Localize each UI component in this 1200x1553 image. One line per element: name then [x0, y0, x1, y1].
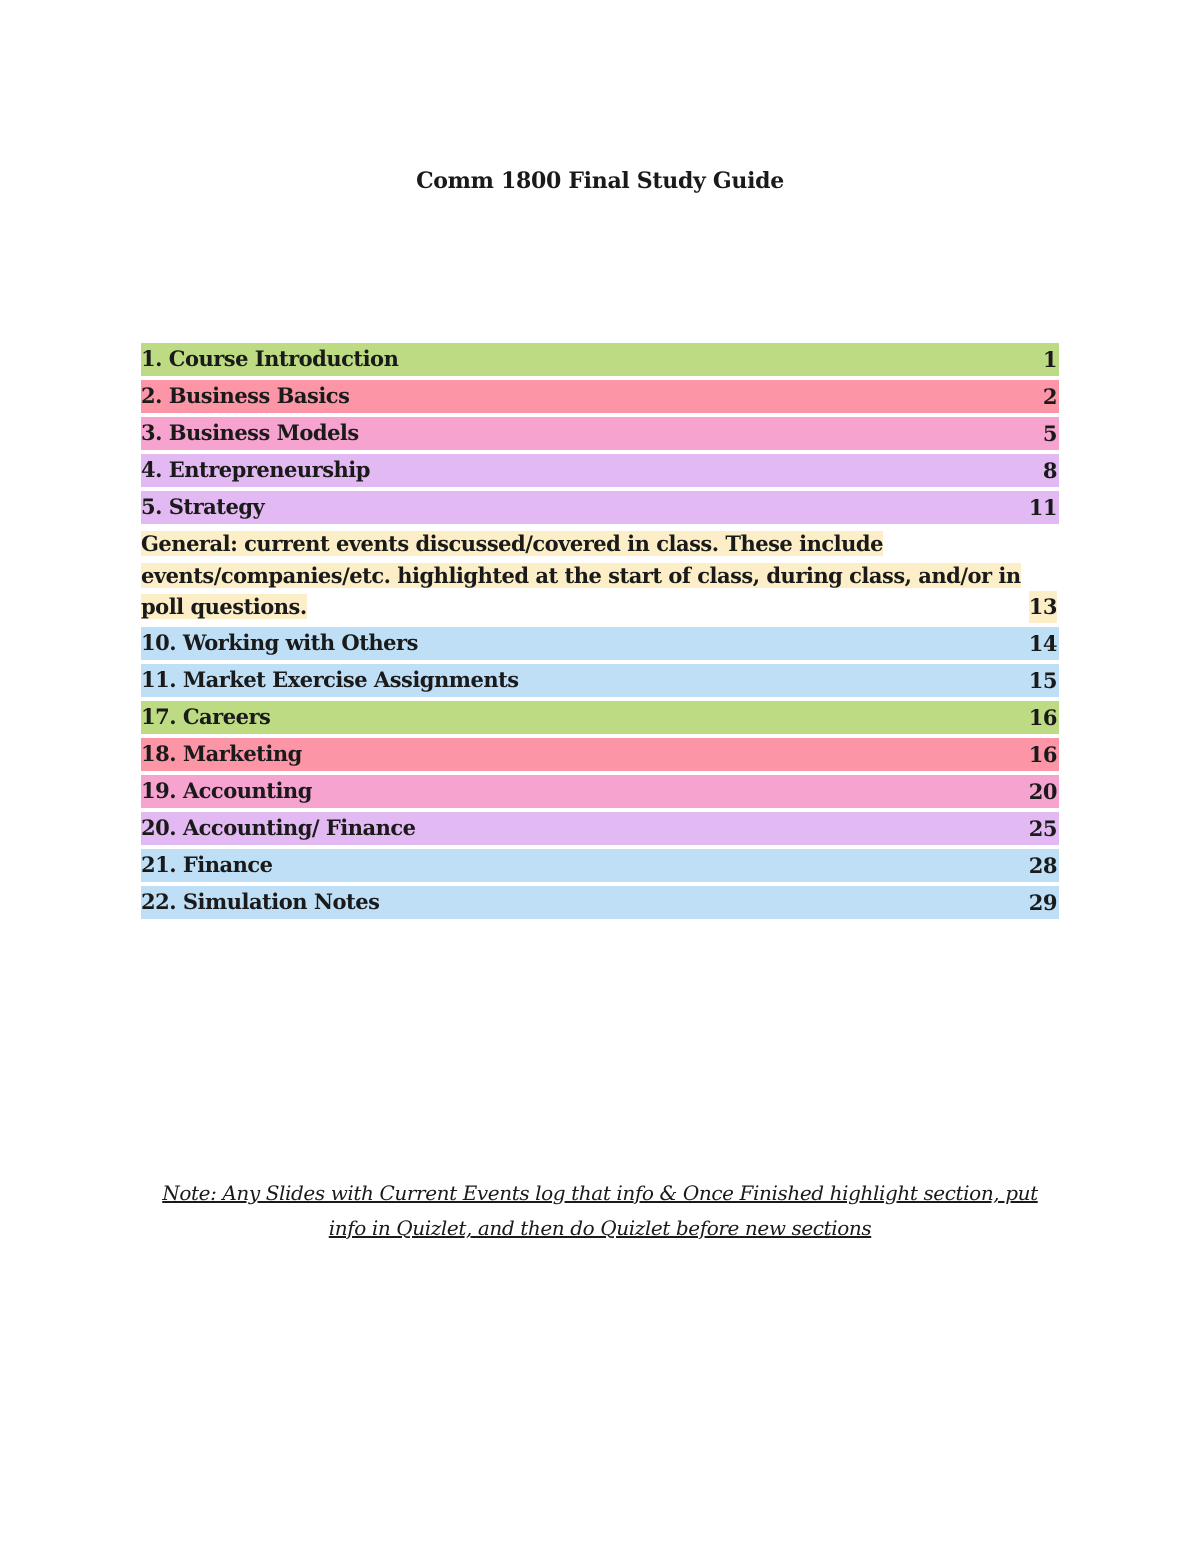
toc-entry[interactable]	[141, 627, 1059, 660]
toc-entry-page: 2	[1042, 384, 1057, 409]
toc-entry-label: 5. Strategy	[141, 494, 265, 519]
toc-entry[interactable]	[141, 849, 1059, 882]
toc-entry-label: 21. Finance	[141, 851, 273, 877]
toc-entry-label: 20. Accounting/ Finance	[141, 814, 416, 840]
toc-entry-page: 29	[1028, 889, 1057, 915]
toc-entry-page: 5	[1042, 421, 1057, 446]
toc-entry-label: 1. Course Introduction	[141, 346, 399, 371]
toc-entry[interactable]	[141, 380, 1059, 413]
toc-entry-label: 22. Simulation Notes	[141, 888, 380, 914]
toc-entry-label-text: General: current events discussed/covered in class. These include events/companies/etc. highlighted at the start of class, during class, and/or in poll questions.	[141, 531, 1021, 619]
toc-entry-label: 3. Business Models	[141, 420, 359, 445]
toc-entry[interactable]	[141, 454, 1059, 487]
toc-entry-page: 16	[1028, 741, 1057, 767]
toc-entry-page: 25	[1028, 815, 1057, 841]
toc-entry-label	[141, 528, 1029, 623]
toc-entry-label: 19. Accounting	[141, 777, 312, 803]
toc-entry-page: 16	[1028, 704, 1057, 730]
toc-entry[interactable]	[141, 664, 1059, 697]
toc-entry[interactable]	[141, 812, 1059, 845]
toc-entry[interactable]	[141, 491, 1059, 524]
toc-entry-page: 14	[1028, 630, 1057, 656]
toc-entry-label: 18. Marketing	[141, 740, 302, 766]
toc-entry-page: 8	[1042, 458, 1057, 483]
toc-entry-page: 20	[1028, 778, 1057, 804]
toc-entry-page: 11	[1028, 495, 1057, 520]
toc-entry[interactable]	[141, 343, 1059, 376]
toc-entry-page: 1	[1042, 347, 1057, 372]
toc-entry[interactable]	[141, 701, 1059, 734]
toc-entry[interactable]	[141, 738, 1059, 771]
toc-entry-label: 2. Business Basics	[141, 383, 350, 408]
document-title: Comm 1800 Final Study Guide	[416, 168, 784, 194]
toc-entry-label: 10. Working with Others	[141, 629, 418, 655]
toc-entry-label: 4. Entrepreneurship	[141, 457, 370, 482]
toc-entry-label: 11. Market Exercise Assignments	[141, 666, 519, 692]
toc-entry[interactable]	[141, 886, 1059, 919]
toc-entry[interactable]	[141, 417, 1059, 450]
toc-entry-label: 17. Careers	[141, 703, 271, 729]
toc-entry-page: 15	[1028, 667, 1057, 693]
toc-entry-general[interactable]	[141, 528, 1059, 623]
toc-entry-page: 13	[1029, 591, 1057, 623]
toc-entry[interactable]	[141, 775, 1059, 808]
toc-entry-page: 28	[1028, 852, 1057, 878]
table-of-contents	[141, 343, 1059, 923]
footer-note: Note: Any Slides with Current Events log that info & Once Finished highlight section, put info in Quizlet, and then do Quizlet before new sections	[162, 1181, 1038, 1240]
